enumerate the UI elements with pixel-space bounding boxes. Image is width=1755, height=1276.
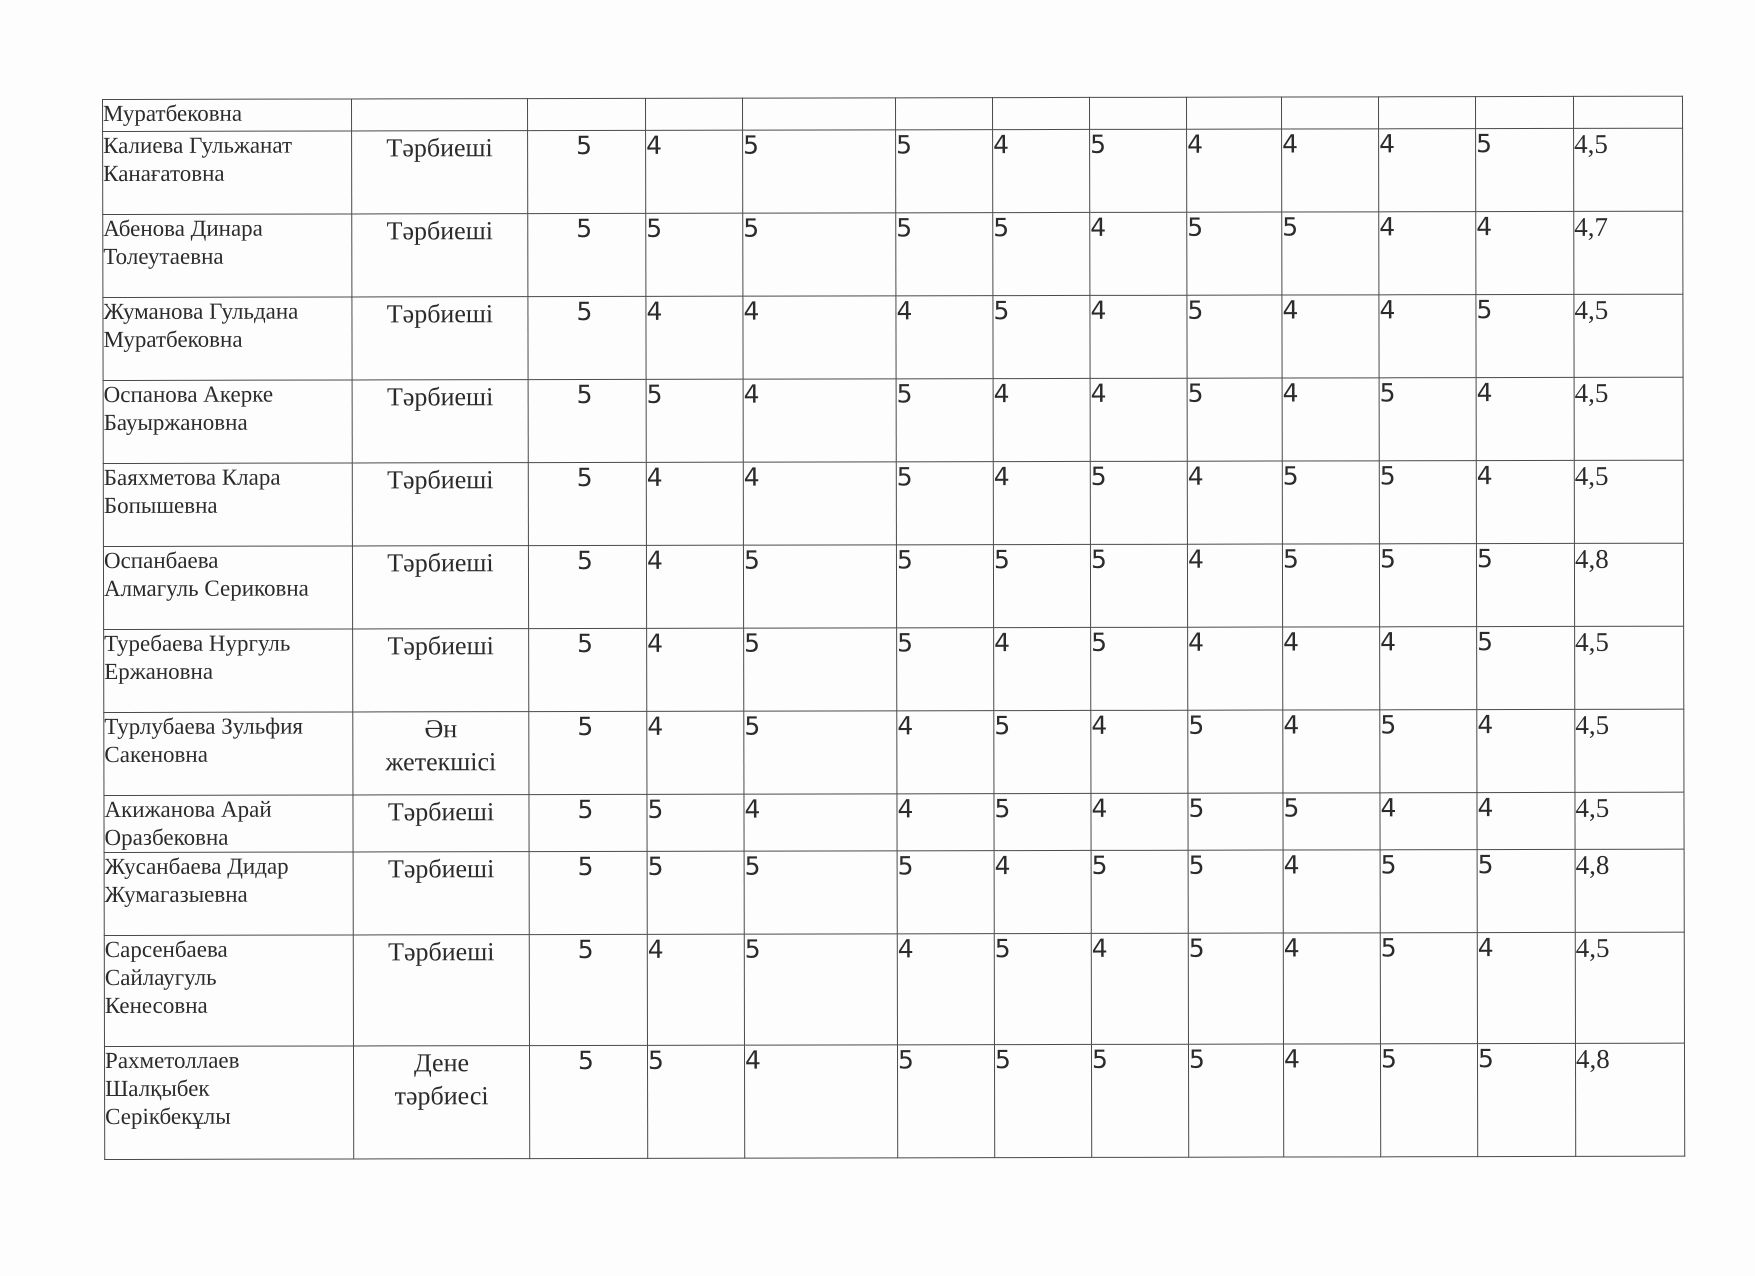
average-cell: 4,5	[1575, 932, 1684, 1043]
employee-name-line: Жумагазыевна	[104, 881, 248, 907]
score-cell: 4	[897, 711, 994, 794]
score-cell: 5	[1090, 544, 1187, 627]
employee-name-cell	[104, 629, 353, 713]
employee-name-cell	[103, 214, 352, 298]
score-cell: 5	[528, 462, 646, 545]
score-cell: 5	[646, 213, 743, 296]
table-row	[104, 1043, 1684, 1159]
score-cell: 5	[1187, 295, 1282, 378]
score-cell: 4	[1283, 1044, 1380, 1157]
employee-name-line: Серікбекұлы	[105, 1103, 231, 1129]
score-cell: 4	[1282, 378, 1379, 461]
score-cell: 4	[743, 296, 896, 379]
position-line: Тәрбиеші	[386, 133, 493, 163]
employee-name-line: Сайлаугуль	[104, 964, 217, 990]
score-cell: 5	[743, 213, 896, 296]
score-cell: 5	[744, 934, 897, 1045]
score-cell: 5	[528, 296, 646, 379]
score-cell: 5	[528, 379, 646, 462]
score-cell: 5	[993, 295, 1090, 378]
score-cell: 5	[647, 1045, 744, 1158]
table-row	[103, 128, 1683, 214]
score-cell: 5	[647, 851, 744, 934]
score-cell	[1378, 97, 1475, 129]
score-cell	[1475, 96, 1573, 128]
score-cell: 5	[1379, 378, 1476, 461]
average-cell: 4,5	[1575, 626, 1684, 709]
score-cell: 5	[528, 545, 646, 628]
score-cell: 4	[1187, 544, 1282, 627]
score-cell: 4	[1477, 792, 1575, 849]
score-cell: 4	[1282, 295, 1379, 378]
score-cell: 4	[1090, 378, 1187, 461]
score-cell: 5	[1380, 1044, 1477, 1157]
table-row	[103, 294, 1683, 380]
score-cell: 5	[1282, 461, 1379, 544]
average-cell: 4,8	[1575, 849, 1684, 932]
average-cell: 4,5	[1574, 128, 1683, 211]
table-row	[103, 377, 1683, 463]
score-cell: 5	[1379, 544, 1476, 627]
score-cell: 5	[744, 711, 897, 794]
employee-name-line: Бопышевна	[103, 492, 218, 518]
employee-name-line: Оспанбаева	[103, 547, 219, 573]
score-cell: 4	[1187, 129, 1282, 212]
position-cell	[353, 795, 529, 852]
score-cell: 5	[1188, 710, 1283, 793]
employee-name-line: Сарсенбаева	[104, 936, 228, 962]
score-cell: 4	[743, 462, 896, 545]
employee-name-line: Ержановна	[104, 658, 214, 684]
employee-name-line: Оспанова Акерке	[103, 381, 274, 407]
score-cell: 5	[1187, 212, 1282, 295]
average-cell: 4,5	[1574, 294, 1683, 377]
score-cell	[1281, 97, 1378, 129]
employee-name-cell	[103, 546, 352, 630]
score-cell: 5	[1477, 1043, 1575, 1156]
employee-name-cell	[104, 795, 353, 853]
score-cell: 4	[897, 934, 994, 1045]
average-cell: 4,5	[1575, 709, 1684, 792]
score-cell: 4	[1091, 933, 1188, 1044]
employee-name-line: Абенова Динара	[103, 215, 263, 241]
score-cell: 5	[1476, 294, 1574, 377]
score-cell	[1089, 97, 1186, 129]
table-row	[103, 460, 1683, 546]
employee-name-line: Жусанбаева Дидар	[104, 853, 289, 879]
score-cell: 5	[993, 544, 1090, 627]
score-cell: 5	[897, 628, 994, 711]
employee-name-line: Акижанова Арай	[104, 796, 272, 822]
table-row	[103, 543, 1683, 629]
score-cell: 4	[646, 545, 743, 628]
table-row	[104, 849, 1684, 935]
score-cell: 5	[529, 711, 647, 794]
score-cell: 5	[1283, 793, 1380, 850]
score-cell: 4	[897, 794, 994, 851]
score-cell: 5	[993, 212, 1090, 295]
score-cell: 5	[1477, 849, 1575, 932]
position-cell	[352, 380, 528, 463]
score-cell	[742, 98, 895, 130]
score-cell: 4	[1379, 295, 1476, 378]
table-row	[104, 626, 1684, 712]
position-line: Тәрбиеші	[387, 548, 494, 578]
score-cell: 4	[1379, 212, 1476, 295]
score-cell: 4	[646, 296, 743, 379]
position-line: Тәрбиеші	[387, 465, 494, 495]
score-cell	[992, 97, 1089, 129]
score-cell: 4	[1283, 933, 1380, 1044]
score-cell: 5	[1380, 710, 1477, 793]
score-cell: 5	[1091, 1044, 1188, 1157]
score-cell: 5	[529, 851, 647, 934]
score-cell	[895, 98, 992, 130]
score-cell: 5	[1187, 378, 1282, 461]
score-cell: 4	[1283, 710, 1380, 793]
score-cell: 5	[529, 934, 647, 1045]
employee-name-cell	[103, 463, 352, 547]
score-cell	[645, 98, 742, 130]
score-cell: 5	[1282, 212, 1379, 295]
employee-name-line: Бауыржановна	[103, 409, 248, 435]
score-cell: 5	[1188, 793, 1283, 850]
employee-name-line: Оразбековна	[104, 824, 229, 850]
score-cell: 4	[647, 711, 744, 794]
score-cell: 5	[1476, 128, 1574, 211]
position-line: Тәрбиеші	[387, 797, 495, 827]
score-cell: 4	[1283, 850, 1380, 933]
score-cell: 5	[896, 379, 993, 462]
score-cell: 5	[529, 794, 647, 851]
score-cell: 5	[529, 628, 647, 711]
score-cell: 4	[1187, 461, 1282, 544]
score-cell: 4	[1091, 793, 1188, 850]
score-cell: 5	[994, 1044, 1091, 1157]
position-line: Тәрбиеші	[386, 382, 494, 412]
position-cell	[352, 131, 528, 214]
position-line: Тәрбиеші	[386, 216, 493, 246]
score-cell: 5	[1090, 129, 1187, 212]
score-cell	[528, 98, 646, 130]
position-cell	[353, 852, 529, 935]
employee-name-cell	[104, 852, 353, 936]
position-cell	[352, 463, 528, 546]
score-cell: 5	[1188, 850, 1283, 933]
score-cell: 4	[993, 461, 1090, 544]
score-cell: 4	[1282, 129, 1379, 212]
employee-name-line: Кенесовна	[104, 992, 208, 1018]
table-row	[104, 709, 1684, 795]
employee-name-line: Шалқыбек	[105, 1075, 210, 1101]
score-cell: 4	[1090, 212, 1187, 295]
score-cell: 4	[896, 296, 993, 379]
score-cell: 5	[1090, 461, 1187, 544]
position-line: Тәрбиеші	[387, 631, 494, 661]
position-line: Тәрбиеші	[388, 937, 495, 967]
score-cell: 5	[1091, 627, 1188, 710]
position-cell	[353, 712, 529, 795]
employee-name-cell	[103, 131, 352, 215]
score-cell: 5	[1188, 933, 1283, 1044]
score-cell: 4	[994, 850, 1091, 933]
score-cell: 5	[1091, 850, 1188, 933]
employee-name-cell	[104, 712, 353, 796]
position-cell	[352, 297, 528, 380]
average-cell: 4,8	[1575, 1043, 1684, 1156]
score-cell: 5	[897, 851, 994, 934]
score-cell: 5	[994, 793, 1091, 850]
employee-name-line: Баяхметова Клара	[103, 464, 281, 490]
score-cell: 5	[1380, 933, 1477, 1044]
table-row	[103, 96, 1683, 131]
score-cell: 5	[994, 933, 1091, 1044]
employee-name-line: Туребаева Нургуль	[104, 630, 291, 656]
score-cell: 4	[1380, 627, 1477, 710]
score-cell: 5	[646, 379, 743, 462]
score-cell: 5	[1188, 1044, 1283, 1157]
score-cell: 5	[1379, 461, 1476, 544]
score-cell: 5	[743, 545, 896, 628]
score-cell: 5	[1476, 543, 1574, 626]
score-cell: 4	[1476, 211, 1574, 294]
employee-name-cell	[103, 380, 352, 464]
average-cell: 4,8	[1574, 543, 1683, 626]
score-cell: 4	[646, 130, 743, 213]
table-row	[104, 792, 1684, 852]
score-cell: 4	[1476, 377, 1574, 460]
score-cell: 5	[896, 545, 993, 628]
score-cell: 5	[528, 130, 646, 213]
employee-name-line: Толеутаевна	[103, 243, 224, 269]
position-line: тәрбиесі	[394, 1081, 489, 1111]
employee-name-cell	[103, 297, 352, 381]
score-cell: 5	[744, 628, 897, 711]
score-cell	[1186, 97, 1281, 129]
score-cell: 5	[896, 213, 993, 296]
position-line: Тәрбиеші	[387, 854, 495, 884]
score-cell: 4	[743, 379, 896, 462]
score-cell: 4	[1091, 710, 1188, 793]
score-cell: 5	[896, 130, 993, 213]
score-cell: 4	[1380, 793, 1477, 850]
score-cell: 5	[1380, 850, 1477, 933]
score-cell: 5	[896, 462, 993, 545]
score-cell: 5	[647, 794, 744, 851]
employee-name-line: Сакеновна	[104, 741, 208, 767]
position-cell	[353, 935, 529, 1046]
score-cell: 4	[1379, 129, 1476, 212]
table-row	[104, 932, 1684, 1046]
position-line: жетекшісі	[385, 747, 497, 777]
employee-name-line: Турлубаева Зульфия	[104, 713, 304, 739]
average-cell: 4,5	[1575, 792, 1684, 849]
score-cell: 4	[1476, 460, 1574, 543]
score-cell: 4	[646, 462, 743, 545]
score-cell: 4	[1188, 627, 1283, 710]
score-cell: 4	[993, 129, 1090, 212]
score-cell: 4	[1090, 295, 1187, 378]
employee-name-line: Алмагуль Сериковна	[103, 575, 309, 601]
score-cell: 5	[1477, 626, 1575, 709]
score-cell: 5	[994, 710, 1091, 793]
score-cell: 5	[743, 130, 896, 213]
position-line: Ән	[424, 714, 458, 744]
position-cell	[353, 1046, 529, 1159]
employee-name-line: Жуманова Гульдана	[103, 298, 299, 324]
score-cell: 5	[529, 1045, 647, 1158]
score-cell: 5	[897, 1045, 994, 1158]
score-cell: 4	[1477, 709, 1575, 792]
table-body	[103, 96, 1685, 1159]
position-cell	[353, 629, 529, 712]
score-cell: 5	[528, 213, 646, 296]
employee-name-cell	[104, 1046, 353, 1160]
score-cell: 4	[1477, 932, 1575, 1043]
position-cell	[352, 546, 528, 629]
employee-name-line: Рахметоллаев	[104, 1047, 240, 1073]
average-cell: 4,5	[1574, 460, 1683, 543]
employee-name-line: Канағатовна	[103, 160, 225, 186]
employee-name-line: Калиева Гульжанат	[103, 132, 293, 158]
employee-name-line: Муратбековна	[103, 326, 243, 352]
score-cell: 4	[647, 934, 744, 1045]
employee-name-line: Муратбековна	[103, 100, 243, 126]
position-line: Тәрбиеші	[386, 299, 494, 329]
average-cell: 4,7	[1574, 211, 1683, 294]
score-cell: 4	[744, 1045, 897, 1158]
position-cell	[352, 214, 528, 297]
employee-name-cell	[103, 99, 352, 132]
score-cell: 4	[1283, 627, 1380, 710]
score-cell: 4	[744, 794, 897, 851]
score-cell: 4	[647, 628, 744, 711]
position-line: Дене	[413, 1048, 470, 1078]
employee-name-cell	[104, 935, 353, 1047]
score-cell: 5	[744, 851, 897, 934]
table-row	[103, 211, 1683, 297]
average-cell: 4,5	[1574, 377, 1683, 460]
evaluation-table	[102, 96, 1685, 1160]
average-cell	[1573, 96, 1682, 128]
score-cell: 4	[994, 627, 1091, 710]
score-cell: 4	[993, 378, 1090, 461]
position-cell	[352, 99, 528, 131]
score-cell: 5	[1282, 544, 1379, 627]
